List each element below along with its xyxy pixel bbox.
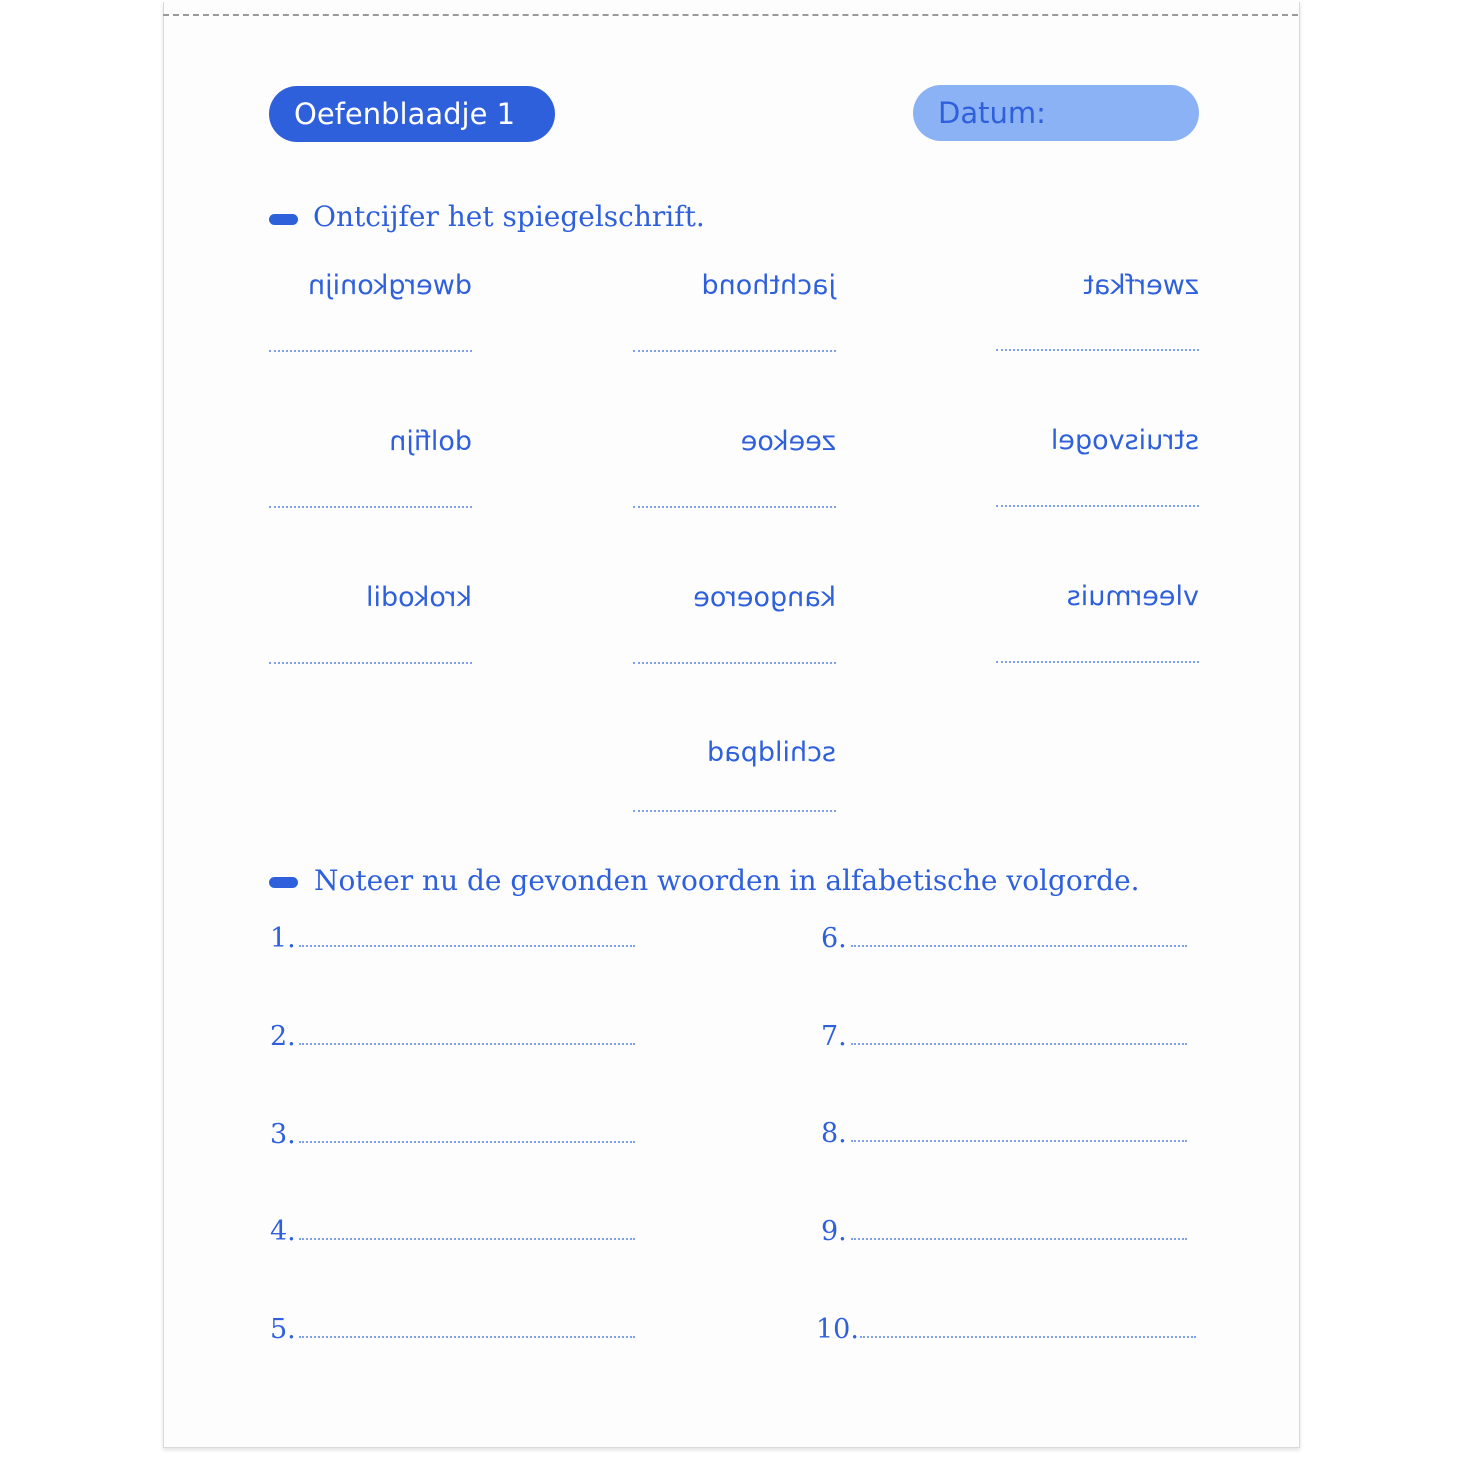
list-number-3: 3.: [270, 1119, 296, 1150]
answer-line-4[interactable]: [269, 506, 472, 508]
perforation-line: [163, 14, 1298, 16]
list-number-6: 6.: [821, 923, 847, 954]
alpha-answer-line-8[interactable]: [851, 1140, 1187, 1142]
list-number-1: 1.: [270, 923, 296, 954]
date-field[interactable]: [913, 85, 1199, 141]
answer-line-6[interactable]: [996, 505, 1199, 507]
alpha-answer-line-2[interactable]: [299, 1043, 635, 1045]
answer-line-1[interactable]: [269, 350, 472, 352]
list-number-4: 4.: [270, 1216, 296, 1247]
answer-line-10[interactable]: [633, 810, 836, 812]
mirror-word-10: schildpad: [707, 737, 836, 768]
mirror-word-4: dolfijn: [389, 426, 472, 457]
mirror-word-2: jachthond: [701, 270, 836, 301]
answer-line-9[interactable]: [996, 661, 1199, 663]
alpha-answer-line-10[interactable]: [860, 1336, 1196, 1338]
mirror-word-1: dwergkonijn: [307, 270, 472, 301]
list-number-2: 2.: [270, 1021, 296, 1052]
page-title: Oefenblaadje 1: [294, 97, 516, 131]
answer-line-8[interactable]: [633, 662, 836, 664]
instruction-mirror: Ontcijfer het spiegelschrift.: [313, 200, 705, 233]
instruction-alphabetical: Noteer nu de gevonden woorden in alfabetische volgorde.: [314, 864, 1140, 897]
mirror-word-8: kangoeroe: [693, 582, 836, 613]
mirror-word-6: struisvogel: [1050, 425, 1199, 456]
date-label: Datum:: [938, 96, 1046, 130]
mirror-word-7: krokodil: [366, 582, 472, 613]
alpha-answer-line-5[interactable]: [299, 1336, 635, 1338]
answer-line-5[interactable]: [633, 506, 836, 508]
list-number-8: 8.: [821, 1118, 847, 1149]
mirror-word-3: zwerfkat: [1083, 270, 1199, 301]
answer-line-7[interactable]: [269, 662, 472, 664]
list-number-7: 7.: [821, 1021, 847, 1052]
mirror-word-5: zeekoe: [740, 426, 836, 457]
alpha-answer-line-6[interactable]: [851, 945, 1187, 947]
alpha-answer-line-1[interactable]: [299, 945, 635, 947]
list-number-5: 5.: [270, 1314, 296, 1345]
answer-line-2[interactable]: [633, 350, 836, 352]
list-number-9: 9.: [821, 1216, 847, 1247]
list-number-10: 10.: [816, 1314, 859, 1345]
alpha-answer-line-7[interactable]: [851, 1043, 1187, 1045]
page-title-badge: [269, 86, 555, 142]
instruction-bullet: [269, 877, 298, 888]
alpha-answer-line-3[interactable]: [299, 1141, 635, 1143]
answer-line-3[interactable]: [996, 349, 1199, 351]
mirror-word-9: vleermuis: [1066, 581, 1199, 612]
instruction-bullet: [269, 214, 298, 225]
alpha-answer-line-9[interactable]: [851, 1238, 1187, 1240]
alpha-answer-line-4[interactable]: [299, 1238, 635, 1240]
